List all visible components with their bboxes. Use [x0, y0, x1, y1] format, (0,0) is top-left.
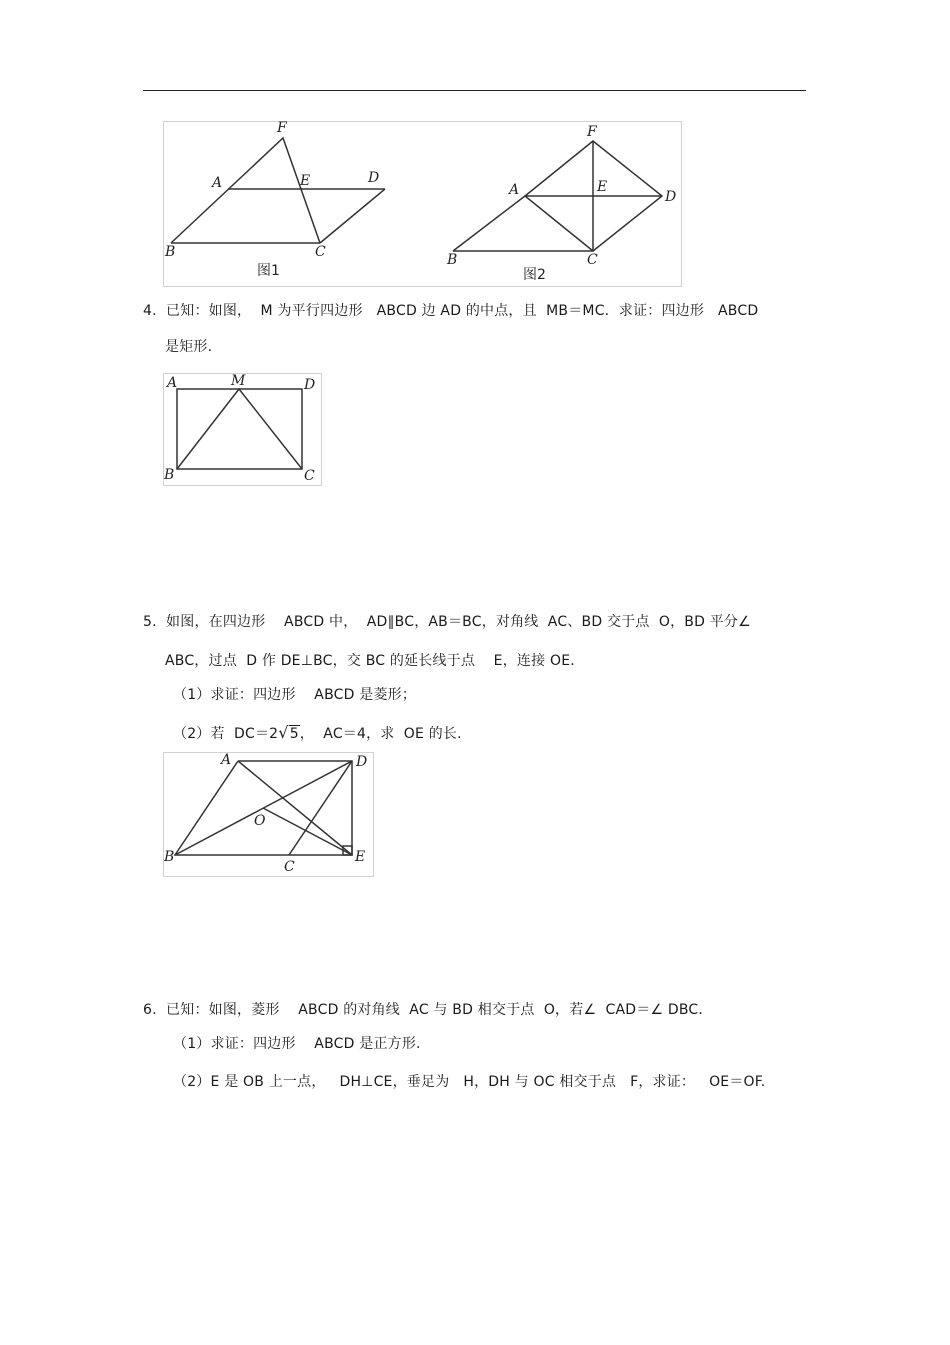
problem-5-question-2	[173, 724, 462, 743]
fig1-caption: 图1	[257, 263, 280, 279]
problem-5-question-1: （1）求证：四边形 ABCD 是菱形；	[173, 687, 417, 703]
fig2-label-C: C	[587, 252, 598, 268]
sqrt-radicand: 5	[289, 726, 299, 742]
fig3-label-C: C	[304, 468, 315, 484]
fig1-label-F: F	[277, 121, 287, 136]
fig1-label-D: D	[368, 170, 380, 186]
figure-1-2	[163, 121, 683, 287]
fig4-label-A: A	[221, 752, 232, 768]
fig1-label-B: B	[165, 244, 176, 260]
fig2-label-B: B	[447, 252, 458, 268]
fig3-label-B: B	[164, 467, 175, 483]
problem-6-line-1: 6. 已知：如图，菱形 ABCD 的对角线 AC 与 BD 相交于点 O，若∠ CAD＝∠ DBC．	[143, 1002, 713, 1018]
figure-3	[163, 373, 323, 486]
fig2-label-F: F	[587, 124, 597, 140]
fig3-label-A: A	[167, 375, 178, 391]
fig1-label-E: E	[300, 173, 311, 189]
fig1-label-A: A	[212, 175, 223, 191]
header-rule	[143, 90, 806, 91]
fig3-label-M: M	[231, 373, 246, 389]
problem-5-line-2: ABC，过点 D 作 DE⊥BC，交 BC 的延长线于点 E，连接 OE．	[165, 653, 585, 669]
problem-5-q2-suffix: ， AC＝4，求 OE 的长.	[299, 726, 462, 742]
problem-5-line-1: 5. 如图，在四边形 ABCD 中， AD∥BC，AB＝BC，对角线 AC、BD 交于点 O，BD 平分∠	[143, 614, 751, 630]
fig2-label-A: A	[509, 182, 520, 198]
fig3-label-D: D	[304, 377, 316, 393]
figure-4	[163, 752, 375, 877]
fig4-label-C: C	[284, 859, 295, 875]
fig1-label-C: C	[315, 244, 326, 260]
fig4-label-E: E	[355, 849, 366, 865]
fig4-label-O: O	[254, 813, 266, 829]
fig2-label-E: E	[597, 179, 608, 195]
fig2-caption: 图2	[523, 267, 546, 283]
fig4-label-B: B	[164, 849, 175, 865]
problem-6-question-1: （1）求证：四边形 ABCD 是正方形.	[173, 1036, 421, 1052]
problem-4-line-2: 是矩形.	[165, 339, 213, 355]
sqrt-symbol: √5	[278, 723, 299, 742]
figure-2-diagram	[446, 124, 676, 283]
problem-4-line-1: 4. 已知：如图， M 为平行四边形 ABCD 边 AD 的中点，且 MB＝MC．求证：四边形 ABCD	[143, 303, 759, 319]
fig2-label-D: D	[665, 189, 677, 205]
fig4-label-D: D	[356, 754, 368, 770]
figure-1-diagram	[164, 121, 385, 279]
problem-5-q2-prefix: （2）若 DC＝2	[173, 726, 279, 742]
problem-6-question-2: （2）E 是 OB 上一点， DH⊥CE，垂足为 H，DH 与 OC 相交于点 F，求证： OE＝OF.	[173, 1074, 766, 1090]
